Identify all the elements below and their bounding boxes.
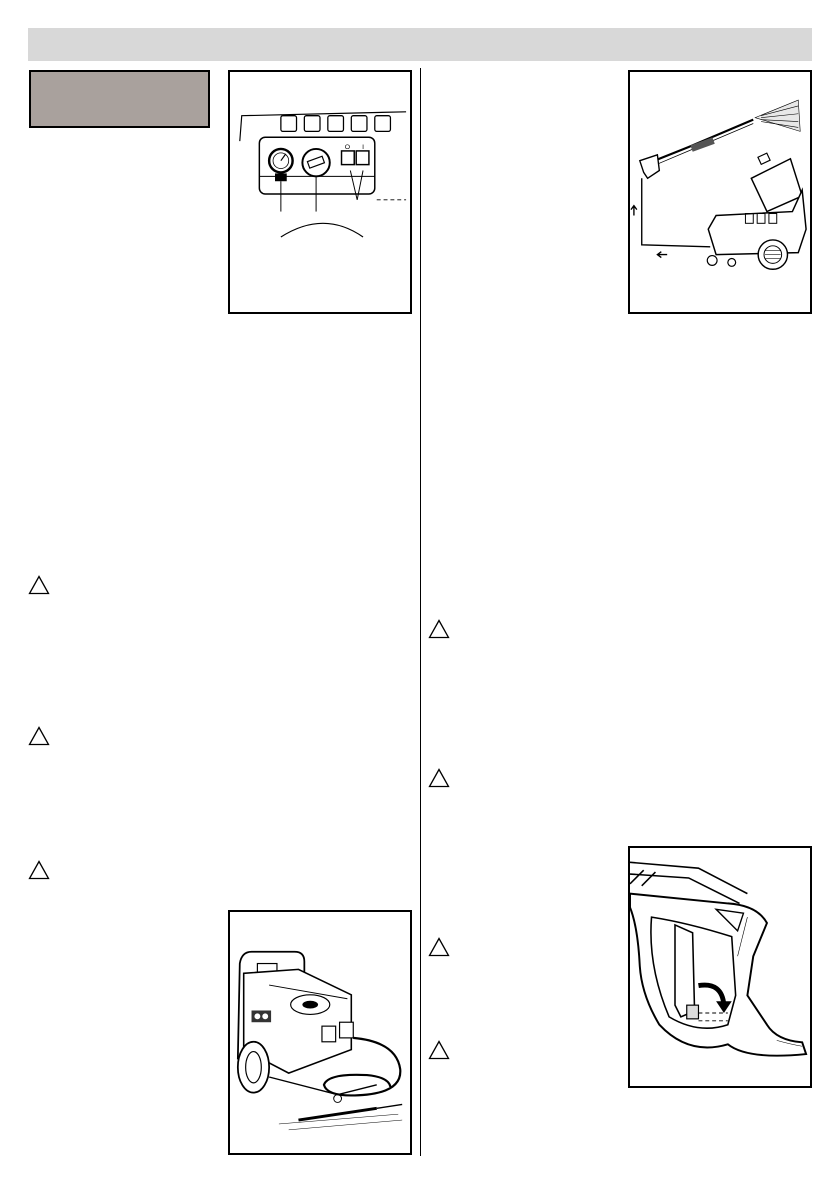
trigger-gun-figure [628, 846, 812, 1088]
warning-triangle-icon [428, 619, 450, 639]
switch-label-on: I [362, 143, 364, 151]
warning-triangle-icon [28, 860, 50, 880]
control-panel-illustration [230, 72, 410, 312]
section-title-box [29, 70, 210, 128]
spray-system-figure [628, 70, 812, 314]
control-panel-figure [228, 70, 412, 314]
pressure-washer-illustration [230, 912, 410, 1153]
warning-triangle-icon [428, 937, 450, 957]
column-divider [420, 68, 421, 1156]
spray-system-illustration [630, 72, 810, 312]
warning-triangle-icon [28, 726, 50, 746]
warning-triangle-icon [428, 1040, 450, 1060]
switch-label-off: O [344, 143, 351, 151]
header-band [28, 28, 812, 61]
trigger-gun-illustration [630, 848, 810, 1086]
machine-figure [228, 910, 412, 1155]
warning-triangle-icon [428, 768, 450, 788]
warning-triangle-icon [28, 575, 50, 595]
